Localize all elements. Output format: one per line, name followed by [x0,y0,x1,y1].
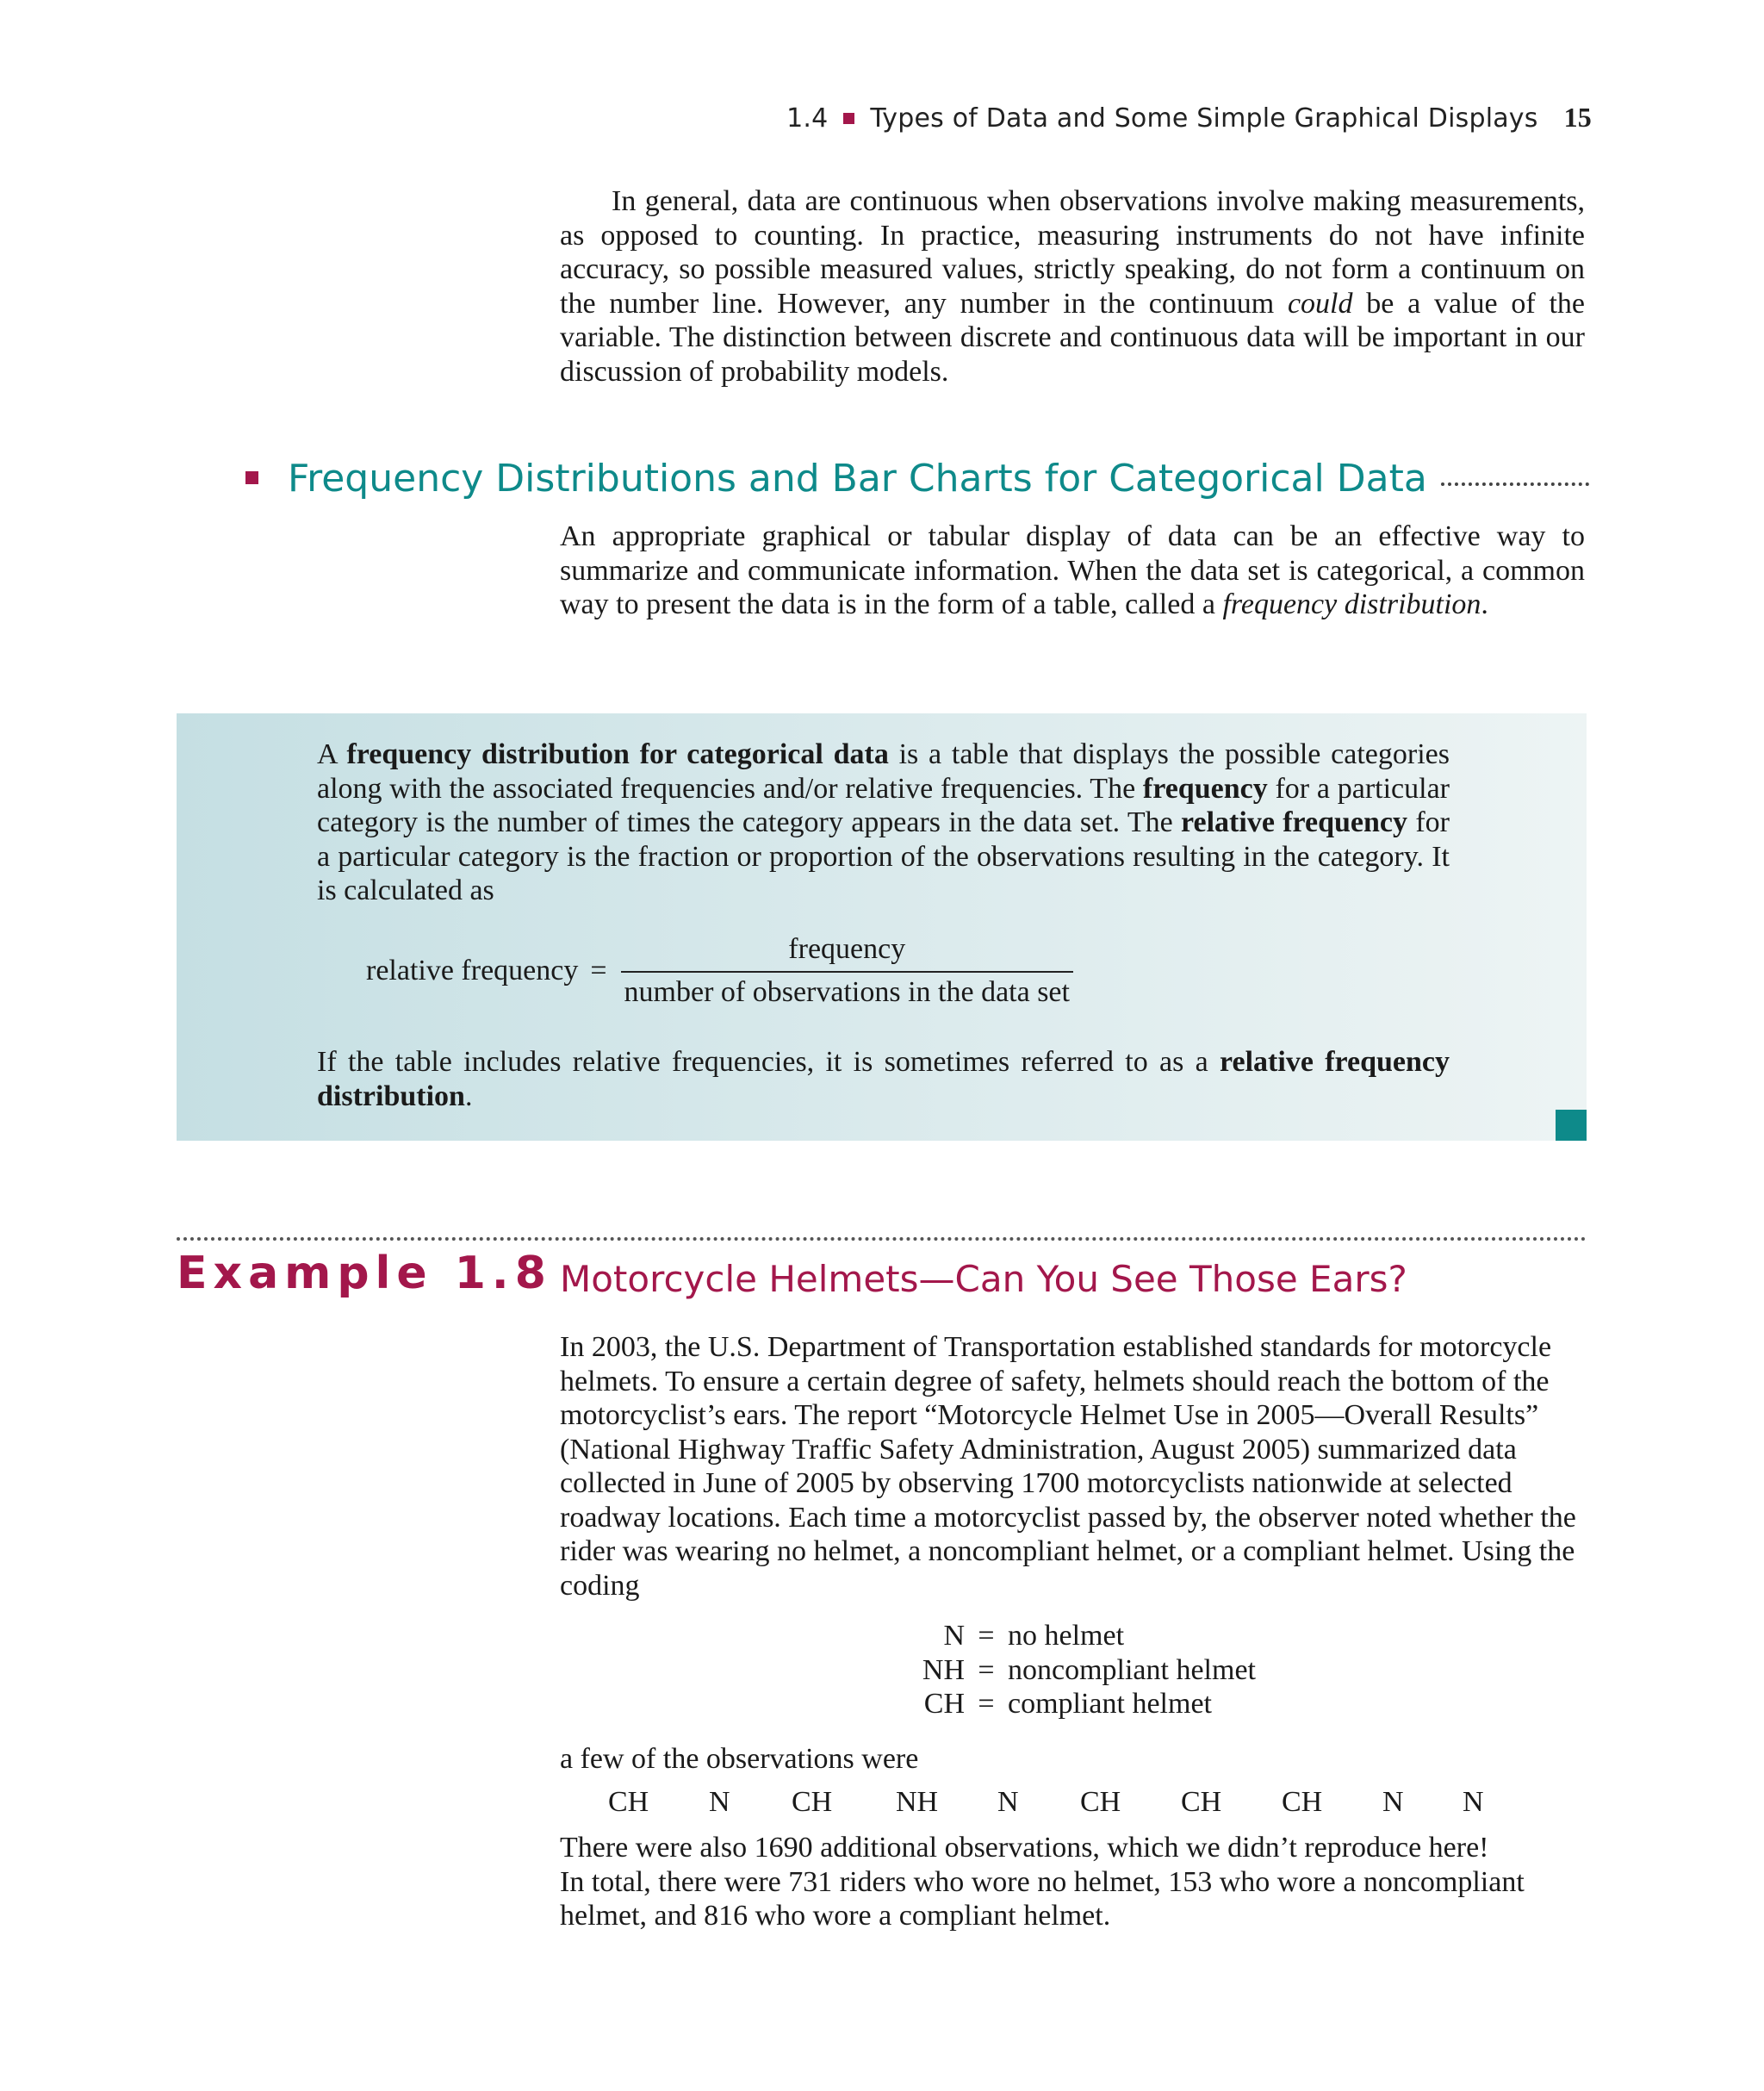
definition-box [177,713,1587,1141]
text-run: If the table includes relative frequencies, it is sometimes referred to as a [317,1046,1221,1078]
section-title: Frequency Distributions and Bar Charts for Categorical Data [288,457,1427,501]
paragraph-continuous-data [560,184,1585,389]
running-head-title: Types of Data and Some Simple Graphical Displays [870,103,1538,134]
paragraph-text: In 2003, the U.S. Department of Transportation established standards for motorcycle helmets. To ensure a certain degree of safety, helmets should reach the bottom of the motorcyclist’s ears. The report “Motorcycle Helmet Use in 2005—Overall Results” (National Highway Traffic Safety Administration, August 2005) summarized data collected in June of 2005 by observing 1700 motorcyclists nationwide at selected roadway locations. Each time a motorcyclist passed by, the observer noted whether the rider was wearing no helmet, a noncompliant helmet, or a compliant helmet. Using the coding [560,1331,1576,1602]
observation: N [709,1786,730,1818]
coding-code: NH [922,1653,965,1686]
term-frequency-distribution-categorical: frequency distribution for categorical data [346,738,889,770]
square-bullet-icon [843,113,854,124]
observation: NH [896,1786,939,1818]
paragraph-example [560,1330,1585,1602]
text-run: . [1481,588,1488,620]
section-number: 1.4 [786,103,829,134]
coding-meaning: compliant helmet [1008,1688,1212,1720]
section-heading [245,457,1589,501]
text-run: An appropriate graphical or tabular display of data can be an effective way to summarize and communicate information. When the data set is categorical, a common way to present the data is in the form of a table, called a [560,520,1585,620]
term-relative-frequency: relative frequency [1181,806,1408,838]
formula-lhs: relative frequency [366,955,579,986]
term-frequency: frequency [1142,772,1268,805]
term-relative-frequency-distribution: relative frequency distribution [317,1046,1450,1112]
text-run: In general, data are continuous when observations involve making measurements, as opposed to counting. In practice, measuring instruments do not have infinite accuracy, so possible measured values, strictly speaking, do not form a continuum on the number line. However, any number in the continuum [560,185,1585,320]
box-end-marker-icon [1556,1110,1587,1141]
page-number: 15 [1563,102,1592,133]
text-run: is a table that displays the possible categories along with the associated frequencies and/or relative frequencies. The [317,738,1450,805]
formula-denominator: number of observations in the data set [621,971,1073,1009]
observation: CH [1181,1786,1222,1818]
definition-footer [317,1045,1450,1113]
example-title: Motorcycle Helmets—Can You See Those Ears? [560,1258,1407,1300]
paragraph-text: There were also 1690 additional observations, which we didn’t reproduce here! [560,1832,1489,1864]
coding-row [896,1619,1256,1653]
formula-fraction [621,933,1073,1009]
example-label: Example 1.8 [177,1248,552,1299]
formula-numerator: frequency [788,933,906,965]
coding-code: N [943,1620,965,1652]
example-dotted-rule [177,1237,1587,1241]
coding-code: CH [923,1688,965,1720]
coding-row [896,1687,1256,1721]
observation: CH [608,1786,649,1818]
formula-equals: = [590,955,607,986]
paragraph-text: In total, there were 731 riders who wore no helmet, 153 who wore a noncompliant helmet, and 816 who wore a compliant helmet. [560,1865,1525,1932]
paragraph-text [560,520,1585,622]
emphasis-frequency-distribution: frequency distribution [1222,588,1481,620]
coding-equals: = [978,1688,995,1720]
observation: N [997,1786,1019,1818]
definition-text [317,737,1450,908]
observation: CH [1080,1786,1121,1818]
text-run: for a particular category is the number of times the category appears in the data set. The [317,772,1450,838]
emphasis-could: could [1287,287,1353,320]
few-observations-line: a few of the observations were [560,1743,919,1775]
text-run: be a value of the variable. The distinction between discrete and continuous data will be important in our discussion of probability models. [560,287,1586,388]
observation: N [1463,1786,1484,1818]
observation: N [1382,1786,1404,1818]
text-run: for a particular category is the fraction or proportion of the observations resulting in the category. It is calculated as [317,806,1450,906]
coding-row [896,1653,1256,1688]
paragraph-totals [560,1831,1585,1933]
running-head [786,102,1592,134]
observation: CH [1282,1786,1323,1818]
dotted-leader [1441,482,1589,486]
paragraph-intro [560,520,1585,622]
coding-equals: = [978,1620,995,1652]
square-bullet-icon [245,471,258,484]
coding-equals: = [978,1653,995,1686]
text-run: A [317,738,347,770]
coding-meaning: noncompliant helmet [1008,1653,1256,1686]
coding-meaning: no helmet [1008,1620,1125,1652]
paragraph-text [560,184,1585,389]
text-run: . [464,1080,473,1112]
relative-frequency-formula [366,933,1073,1009]
observation: CH [792,1786,833,1818]
coding-list [896,1619,1256,1721]
